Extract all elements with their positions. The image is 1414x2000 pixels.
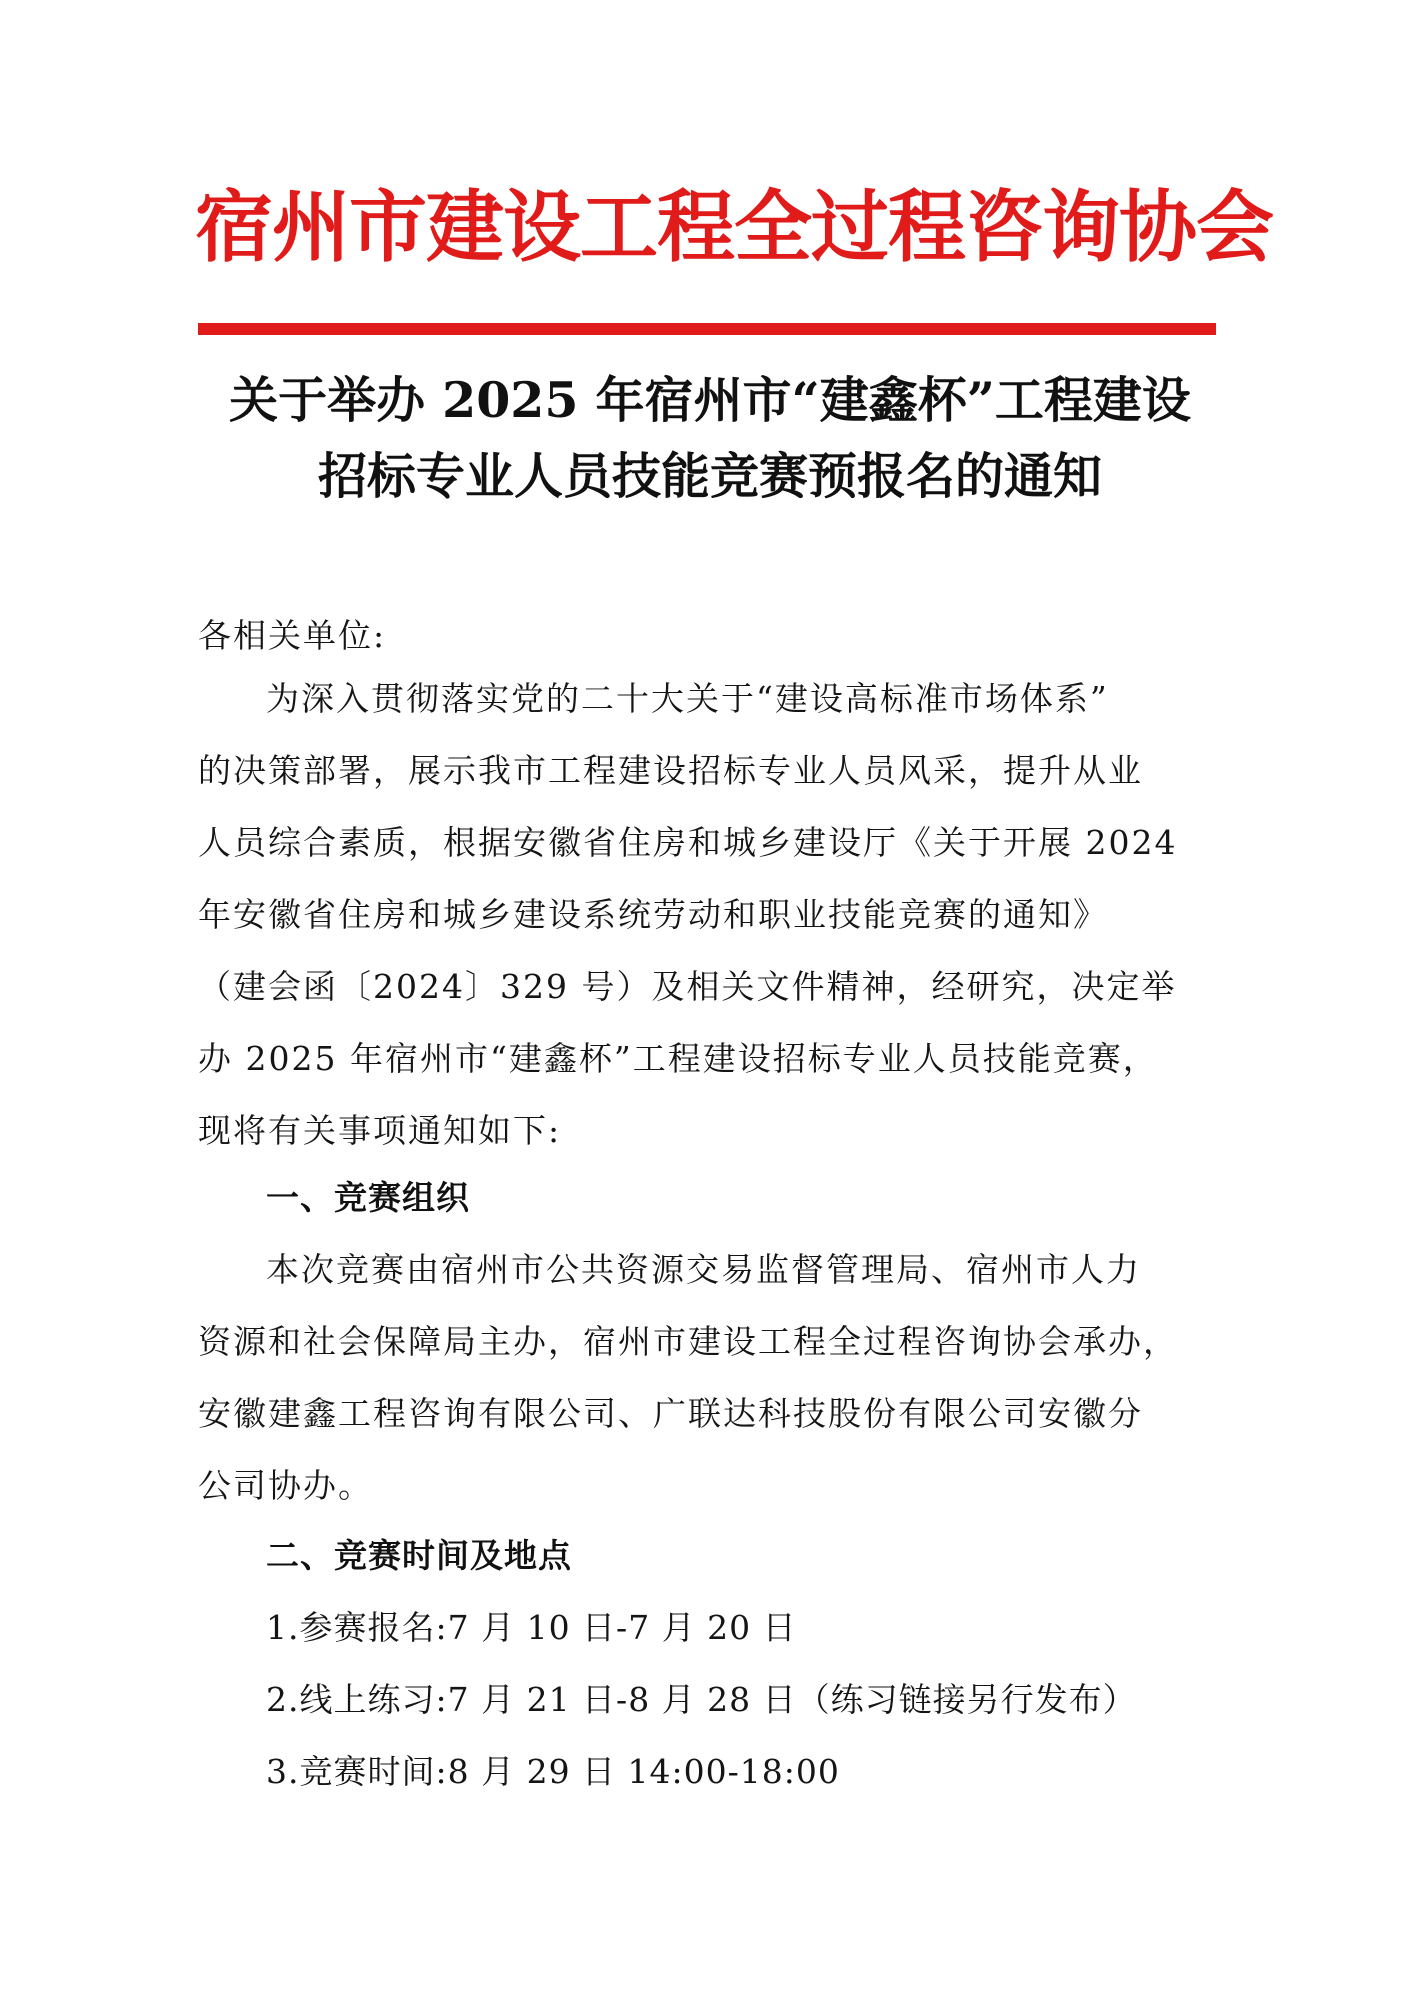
intro-line: （建会函〔2024〕329 号）及相关文件精神，经研究，决定举 [198,967,1177,1006]
section-1-line: 公司协办。 [198,1466,373,1505]
section-1-line: 安徽建鑫工程咨询有限公司、广联达科技股份有限公司安徽分 [198,1394,1143,1433]
notice-title-line-1: 关于举办 2025 年宿州市“建鑫杯”工程建设 [229,371,1191,429]
intro-line: 为深入贯彻落实党的二十大关于“建设高标准市场体系” [266,679,1109,718]
organization-name: 宿州市建设工程全过程咨询协会 [195,183,1274,273]
section-1-paragraph [198,1234,1218,1522]
notice-title [190,362,1230,514]
schedule-item-practice: 2.线上练习:7 月 21 日-8 月 28 日（练习链接另行发布） [266,1680,1137,1719]
intro-line: 年安徽省住房和城乡建设系统劳动和职业技能竞赛的通知》 [198,895,1108,934]
intro-line: 的决策部署，展示我市工程建设招标专业人员风采，提升从业 [198,751,1143,790]
section-1-line: 本次竞赛由宿州市公共资源交易监督管理局、宿州市人力 [266,1250,1141,1289]
schedule-item-registration: 1.参赛报名:7 月 10 日-7 月 20 日 [266,1608,797,1647]
intro-line: 办 2025 年宿州市“建鑫杯”工程建设招标专业人员技能竞赛， [198,1039,1158,1078]
section-1-line: 资源和社会保障局主办，宿州市建设工程全过程咨询协会承办， [198,1322,1178,1361]
header-red-rule [198,323,1216,335]
section-2-heading: 二、竞赛时间及地点 [266,1536,572,1575]
schedule-item-competition: 3.竞赛时间:8 月 29 日 14:00-18:00 [266,1752,840,1791]
notice-title-line-2: 招标专业人员技能竞赛预报名的通知 [317,447,1102,505]
salutation: 各相关单位: [198,616,387,655]
section-1-heading: 一、竞赛组织 [266,1178,470,1217]
schedule-list [266,1592,1216,1808]
intro-line: 人员综合素质，根据安徽省住房和城乡建设厅《关于开展 2024 [198,823,1178,862]
intro-line: 现将有关事项通知如下: [198,1111,562,1150]
intro-paragraph [198,663,1218,1167]
